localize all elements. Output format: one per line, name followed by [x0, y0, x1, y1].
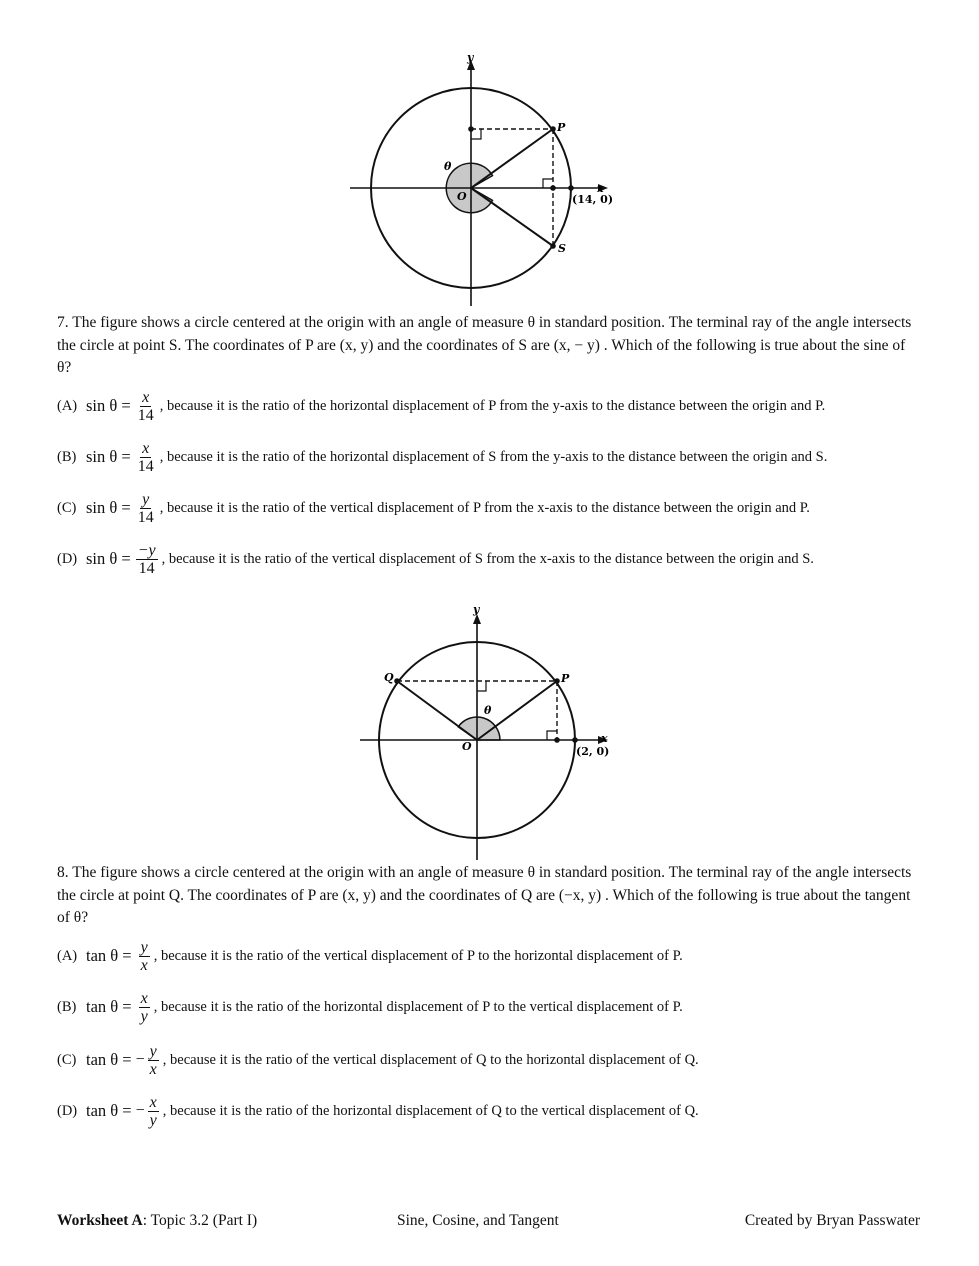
- y-axis-label: y: [467, 51, 474, 64]
- fraction: $\frac{y}{x}$: [149, 1042, 157, 1078]
- negative-sign: −: [135, 1102, 145, 1119]
- point-y-intercept: [468, 126, 474, 132]
- point-foot: [554, 737, 560, 743]
- theta-label: θ: [484, 704, 492, 717]
- q8-choice-a[interactable]: [57, 936, 957, 976]
- choice-text: , because it is the ratio of the horizontal displacement of P to the vertical displacement of P.: [153, 998, 683, 1015]
- choice-text: , because it is the ratio of the horizontal displacement of P from the y-axis to the distance between the origin and P.: [159, 397, 826, 414]
- theta-label: θ: [444, 160, 452, 173]
- q8-choice-d[interactable]: [57, 1091, 957, 1131]
- origin-label: O: [462, 740, 472, 753]
- q7-choice-c[interactable]: [57, 488, 957, 528]
- choice-text: , because it is the ratio of the vertical displacement of P to the horizontal displacement of P.: [153, 947, 683, 964]
- choice-letter: (D): [57, 550, 78, 567]
- choice-text: , because it is the ratio of the horizontal displacement of Q to the vertical displacement of Q.: [162, 1102, 699, 1119]
- origin-label: O: [457, 190, 467, 203]
- choice-letter: (B): [57, 448, 77, 465]
- choice-function: tan θ =: [86, 1050, 132, 1069]
- choice-function: tan θ =: [86, 1101, 132, 1120]
- choice-text: , because it is the ratio of the vertical displacement of Q to the horizontal displacement of Q.: [162, 1051, 699, 1068]
- fraction: $\frac{y}{x}$: [140, 938, 148, 974]
- choice-function: tan θ =: [86, 946, 132, 965]
- choice-letter: (B): [57, 998, 77, 1015]
- q7-choice-b[interactable]: [57, 437, 957, 477]
- choice-letter: (C): [57, 499, 77, 516]
- q7-choice-a[interactable]: [57, 386, 957, 426]
- point-foot: [550, 185, 556, 191]
- choice-function: sin θ =: [86, 498, 131, 517]
- q8-choice-c[interactable]: [57, 1040, 957, 1080]
- fraction: $\frac{x}{y}$: [149, 1093, 157, 1129]
- ray-op: [471, 129, 553, 188]
- choice-letter: (D): [57, 1102, 78, 1119]
- footer-worksheet-topic: : Topic 3.2 (Part I): [142, 1212, 258, 1229]
- y-axis-label: y: [473, 603, 480, 616]
- choice-letter: (A): [57, 397, 78, 414]
- figure-2-unit-circle: [350, 600, 630, 862]
- footer-worksheet: [57, 1212, 257, 1230]
- q8-choice-b[interactable]: [57, 987, 957, 1027]
- choice-text: , because it is the ratio of the vertical displacement of S from the x-axis to the distance between the origin and S.: [161, 550, 814, 567]
- fraction: $\frac{x}{y}$: [140, 989, 148, 1025]
- point-p-label: P: [561, 672, 570, 685]
- x-axis-label: x: [601, 732, 608, 745]
- choice-function: sin θ =: [86, 396, 131, 415]
- choice-text: , because it is the ratio of the horizontal displacement of S from the y-axis to the distance between the origin and S.: [159, 448, 828, 465]
- choice-letter: (A): [57, 947, 78, 964]
- point-x-intercept: [568, 185, 574, 191]
- fraction: $\frac{x}{14}$: [137, 388, 154, 424]
- footer-author: Created by Bryan Passwater: [744, 1212, 920, 1229]
- choice-text: , because it is the ratio of the vertical displacement of P from the x-axis to the distance between the origin and P.: [159, 499, 810, 516]
- choice-function: sin θ =: [86, 549, 131, 568]
- negative-sign: −: [135, 1051, 145, 1068]
- point-q: [394, 678, 400, 684]
- question-8-stem: 8. The figure shows a circle centered at the origin with an angle of measure θ in standard position. The terminal ray of the angle intersects the circle at point Q. The coordinates of P are (x, y) and the coordinates of Q are (−x, y) . Which of the following is true about the tangent of θ?: [57, 864, 912, 926]
- choice-function: tan θ =: [86, 997, 132, 1016]
- ray-oq: [397, 681, 477, 740]
- point-p: [554, 678, 560, 684]
- ray-os: [471, 188, 553, 246]
- footer-worksheet-bold: Worksheet A: [57, 1212, 143, 1229]
- point-s-label: S: [558, 242, 566, 255]
- footer-center: Sine, Cosine, and Tangent: [397, 1212, 559, 1229]
- choice-letter: (C): [57, 1051, 77, 1068]
- right-angle-mark-top: [477, 681, 486, 691]
- point-s: [550, 243, 556, 249]
- point-p: [550, 126, 556, 132]
- x-intercept-label: (14, 0): [572, 193, 614, 206]
- figure-1-unit-circle: [340, 48, 630, 310]
- x-axis-label: x: [597, 182, 604, 195]
- fraction: $\frac{y}{14}$: [137, 490, 154, 526]
- point-q-label: Q: [384, 671, 394, 684]
- question-7-stem: 7. The figure shows a circle centered at the origin with an angle of measure θ in standard position. The terminal ray of the angle intersects the circle at point S. The coordinates of P are (x, y) and the coordinates of S are (x, − y) . Which of the following is true about the sine of θ?: [57, 314, 912, 376]
- x-intercept-label: (2, 0): [576, 745, 610, 758]
- point-x-intercept: [572, 737, 578, 743]
- fraction: $\frac{-y}{14}$: [137, 541, 156, 577]
- choice-function: sin θ =: [86, 447, 131, 466]
- point-p-label: P: [557, 121, 566, 134]
- q7-choice-d[interactable]: [57, 539, 957, 579]
- fraction: $\frac{x}{14}$: [137, 439, 154, 475]
